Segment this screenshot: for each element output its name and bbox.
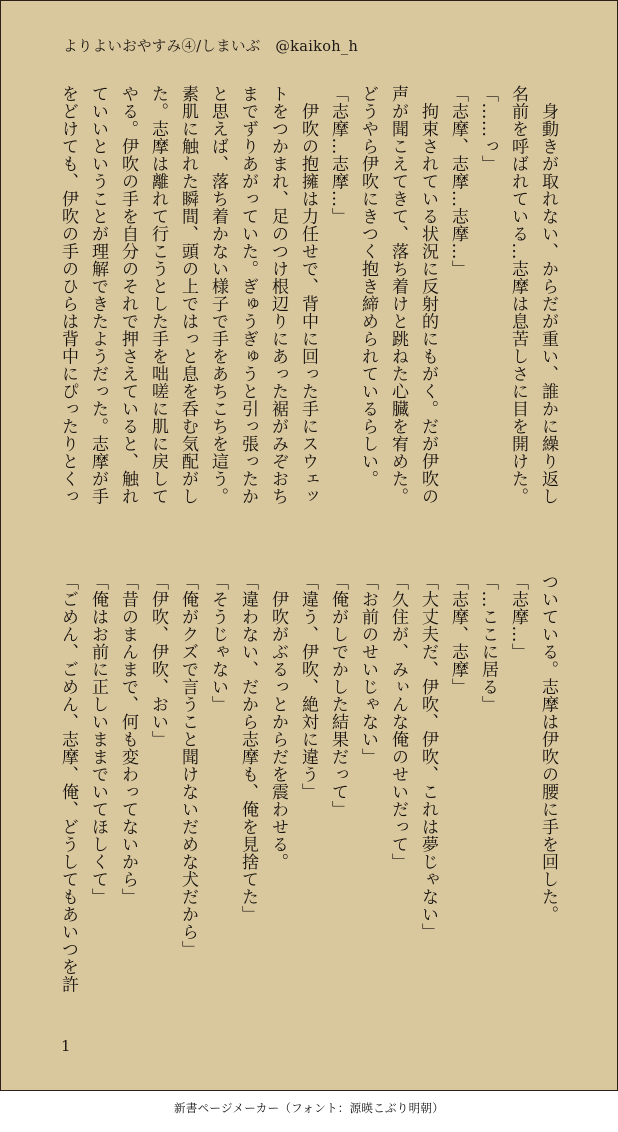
text-line: 「俺がクズで言うこと聞けないだめな犬だから」 [178, 573, 198, 958]
text-line: 「志摩…」 [508, 573, 528, 661]
text-block-bottom [53, 573, 563, 1013]
text-line: 拘束されている状況に反射的にもがく。だが伊吹の [418, 85, 438, 505]
text-line: 「昔のまんまで、何も変わってないから」 [118, 573, 138, 906]
text-line: 「志摩、志摩」 [448, 573, 468, 696]
text-line: 「お前のせいじゃない」 [358, 573, 378, 766]
text-line: 「そうじゃない」 [208, 573, 228, 713]
page-number: 1 [61, 1037, 71, 1055]
text-line: 伊吹の抱擁は力任せで、背中に回った手にスウェッ [298, 85, 318, 505]
text-line: トをつかまれ、足のつけ根辺りにあった裾がみぞおち [268, 85, 288, 505]
text-line: やる。伊吹の手を自分のそれで押さえていると、触れ [118, 85, 138, 505]
text-line: 「違わない、だから志摩も、俺を見捨てた」 [238, 573, 258, 923]
text-line: 「…ここに居る」 [478, 573, 498, 713]
text-line: 身動きが取れない、からだが重い、誰かに繰り返し [538, 85, 558, 505]
text-line: 「久住が、みぃんな俺のせいだって」 [388, 573, 408, 871]
text-line: 素肌に触れた瞬間、頭の上ではっと息を呑む気配がし [178, 85, 198, 505]
text-line: 「俺はお前に正しいままでいてほしくて」 [88, 573, 108, 906]
text-line: と思えば、落ち着かない様子で手をあちこちを這う。 [208, 85, 228, 505]
text-line: 伊吹がぶるっとからだを震わせる。 [268, 573, 288, 871]
text-line: 「違う、伊吹、絶対に違う」 [298, 573, 318, 801]
text-line: ていいということが理解できたようだった。志摩が手 [88, 85, 108, 505]
text-line: 「大丈夫だ、伊吹、伊吹、これは夢じゃない」 [418, 573, 438, 941]
text-line: までずりあがっていた。ぎゅうぎゅうと引っ張ったか [238, 85, 258, 505]
text-line: をどけても、伊吹の手のひらは背中にぴったりとくっ [58, 85, 78, 505]
text-line: た。志摩は離れて行こうとした手を咄嗟に肌に戻して [148, 85, 168, 505]
page-header: よりよいおやすみ④/しまいぶ @kaikoh_h [63, 39, 359, 55]
text-line: 「俺がしでかした結果だって」 [328, 573, 348, 818]
text-line: 声が聞こえてきて、落ち着けと跳ねた心臓を宥めた。 [388, 85, 408, 505]
text-line: 名前を呼ばれている…志摩は息苦しさに目を開けた。 [508, 85, 528, 505]
text-line: どうやら伊吹にきつく抱き締められているらしい。 [358, 85, 378, 488]
text-line: 「伊吹、伊吹、おい」 [148, 573, 168, 748]
text-line: 「……っ」 [478, 85, 498, 173]
text-line: 「志摩…志摩…」 [328, 85, 348, 225]
text-line: 「ごめん、ごめん、志摩、俺、どうしてもあいつを許 [58, 573, 78, 993]
footer-credit: 新書ページメーカー（フォント：源暎こぶり明朝） [173, 1101, 445, 1115]
text-block-top [53, 85, 563, 530]
text-line: ついている。志摩は伊吹の腰に手を回した。 [538, 573, 558, 923]
text-line: 「志摩、志摩…志摩…」 [448, 85, 468, 278]
